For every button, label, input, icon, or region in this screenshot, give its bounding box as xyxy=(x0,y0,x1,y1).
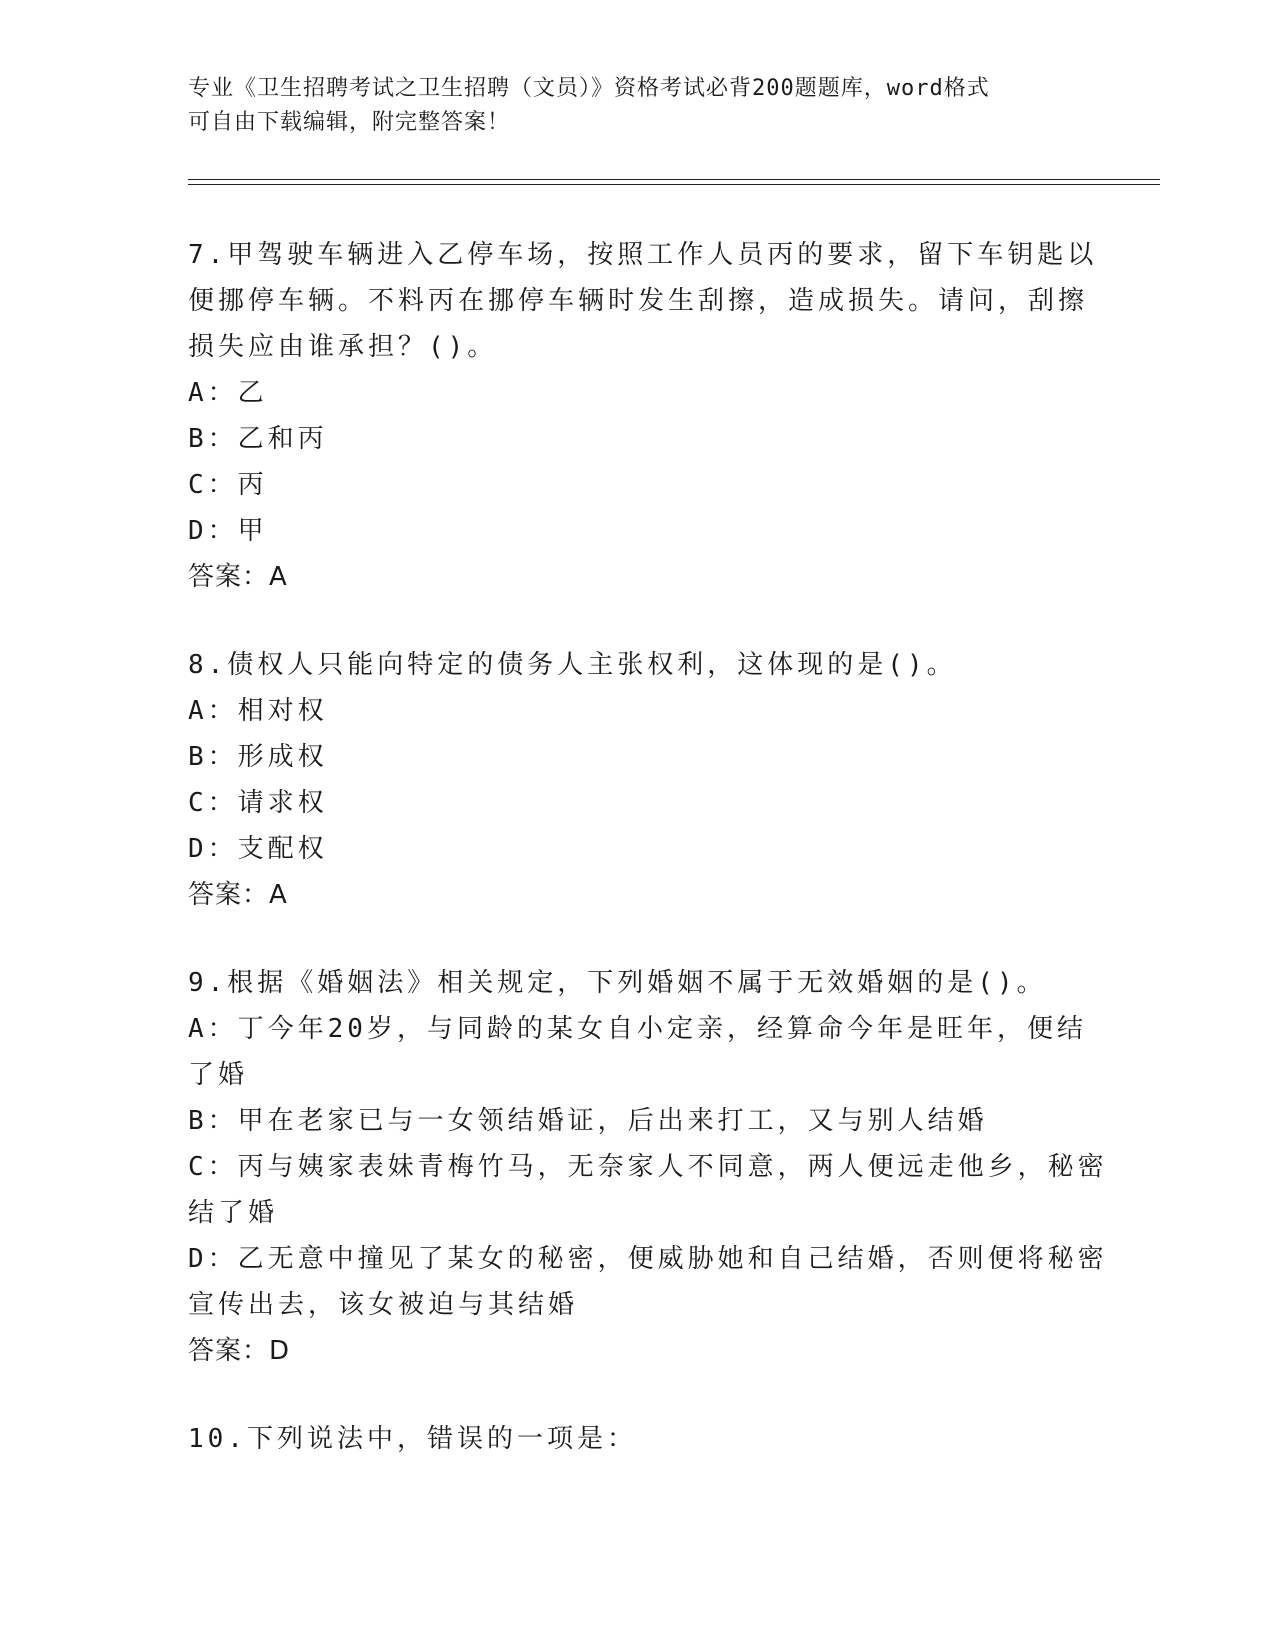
option-d-continued: 宣传出去，该女被迫与其结婚 xyxy=(188,1290,579,1320)
option-c: C：请求权 xyxy=(188,788,328,818)
option-a: A：乙 xyxy=(188,378,268,408)
question-text: 10.下列说法中，错误的一项是： xyxy=(188,1424,637,1454)
answer: 答案：A xyxy=(188,880,288,910)
option-b: B：形成权 xyxy=(188,742,328,772)
option-c: C：丙 xyxy=(188,470,268,500)
option-b: B：甲在老家已与一女领结婚证，后出来打工，又与别人结婚 xyxy=(188,1106,988,1136)
question-8 xyxy=(188,642,1088,918)
option-d: D：支配权 xyxy=(188,834,328,864)
option-c-continued: 结了婚 xyxy=(188,1198,279,1228)
answer: 答案：D xyxy=(188,1336,291,1366)
question-text: 8.债权人只能向特定的债务人主张权利，这体现的是()。 xyxy=(188,650,957,680)
question-text: 损失应由谁承担？()。 xyxy=(188,332,498,362)
question-7 xyxy=(188,232,1098,600)
header-rule xyxy=(188,184,1160,185)
question-list xyxy=(188,232,1108,1462)
option-d: D：乙无意中撞见了某女的秘密，便威胁她和自己结婚，否则便将秘密 xyxy=(188,1244,1108,1274)
option-c: C：丙与姨家表妹青梅竹马，无奈家人不同意，两人便远走他乡，秘密 xyxy=(188,1152,1108,1182)
header-line: 专业《卫生招聘考试之卫生招聘（文员）》资格考试必背200题题库，word格式 xyxy=(188,76,990,101)
option-a-continued: 了婚 xyxy=(188,1060,249,1090)
question-text: 9.根据《婚姻法》相关规定，下列婚姻不属于无效婚姻的是()。 xyxy=(188,968,1047,998)
header-rule xyxy=(188,179,1160,180)
question-text: 7.甲驾驶车辆进入乙停车场，按照工作人员丙的要求，留下车钥匙以 xyxy=(188,240,1098,270)
option-d: D：甲 xyxy=(188,516,268,546)
header-line: 可自由下载编辑，附完整答案！ xyxy=(188,110,511,135)
answer: 答案：A xyxy=(188,562,288,592)
document-header xyxy=(188,72,1088,140)
question-text: 便挪停车辆。不料丙在挪停车辆时发生刮擦，造成损失。请问，刮擦 xyxy=(188,286,1089,316)
option-a: A：相对权 xyxy=(188,696,328,726)
option-b: B：乙和丙 xyxy=(188,424,328,454)
question-9 xyxy=(188,960,1108,1374)
question-10 xyxy=(188,1416,1088,1462)
option-a: A：丁今年20岁，与同龄的某女自小定亲，经算命今年是旺年，便结 xyxy=(188,1014,1087,1044)
